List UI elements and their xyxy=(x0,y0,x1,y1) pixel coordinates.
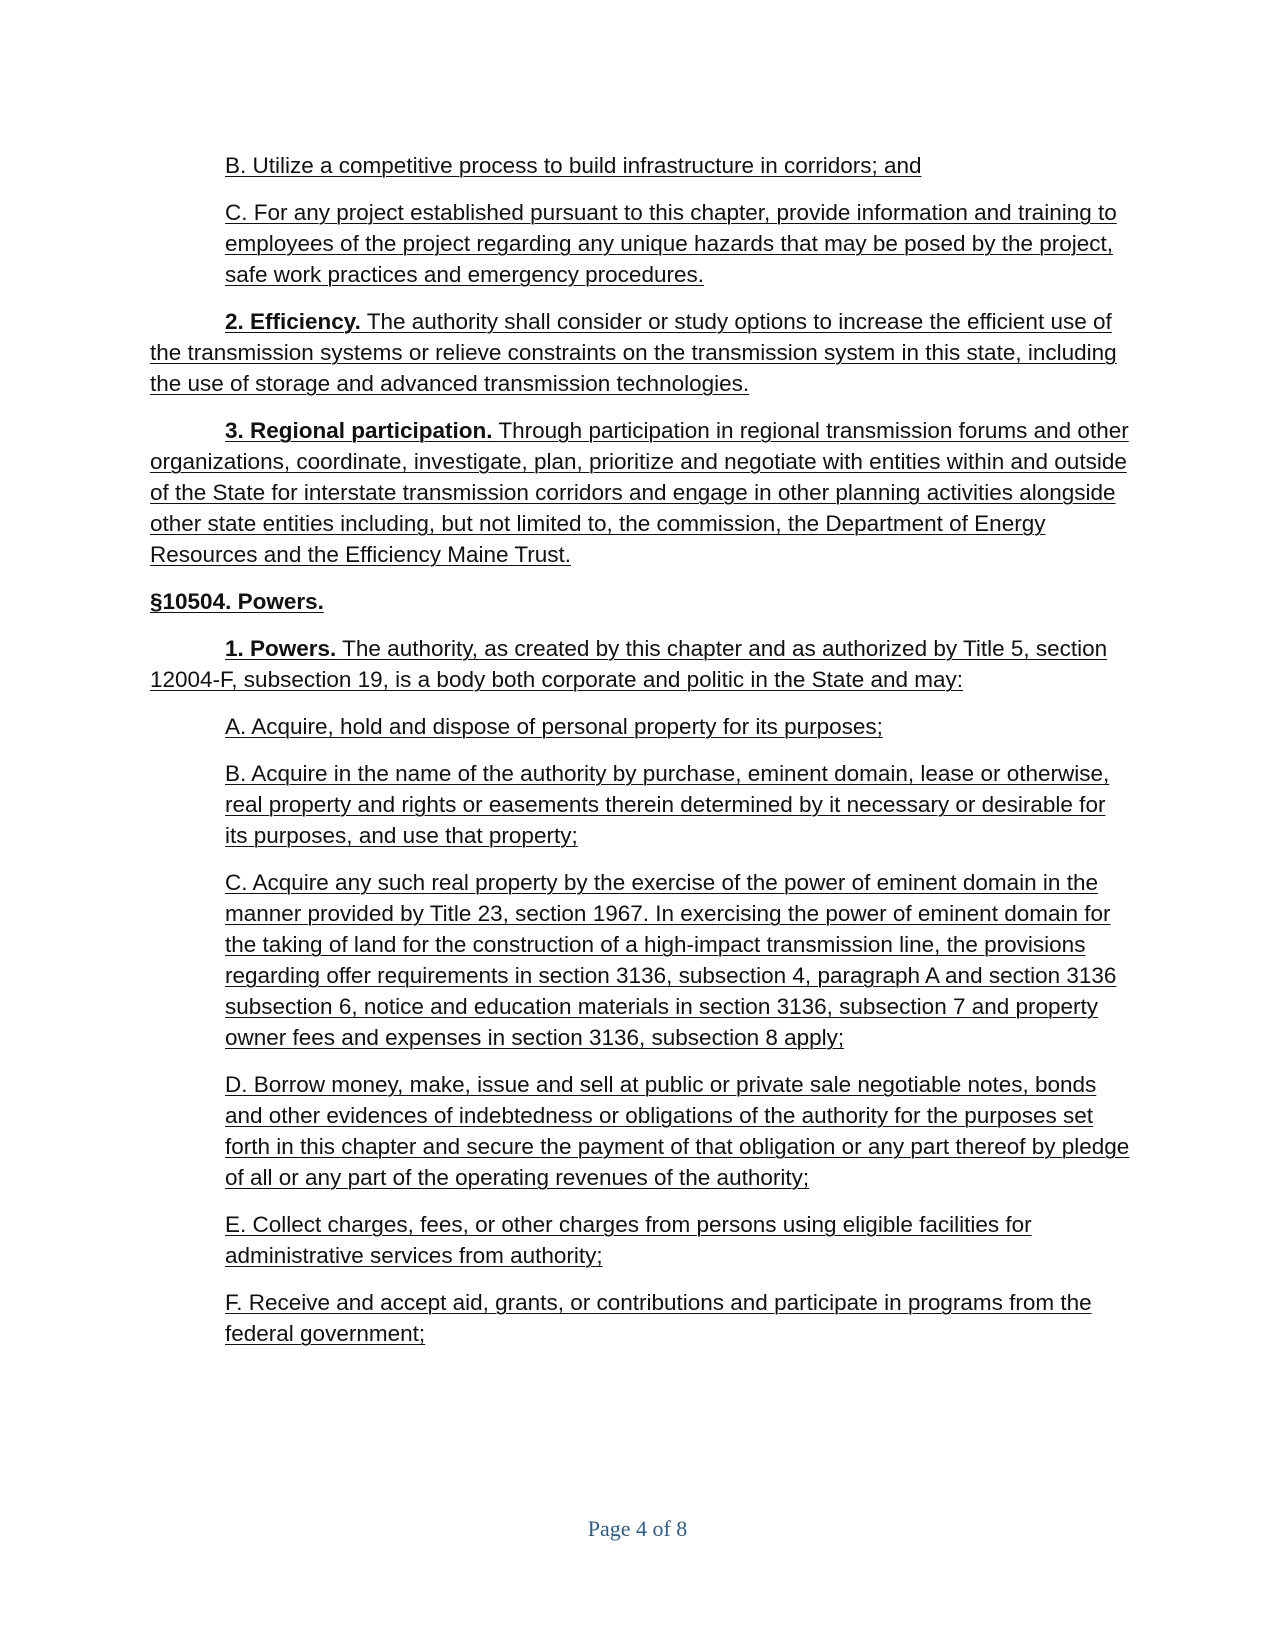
list-item-f-receive-aid: F. Receive and accept aid, grants, or contributions and participate in programs from the federal government; xyxy=(225,1290,1092,1346)
section-heading-powers: §10504. Powers. xyxy=(150,589,324,614)
list-item-b-utilize: B. Utilize a competitive process to build infrastructure in corridors; and xyxy=(225,153,922,178)
efficiency-heading: 2. Efficiency. xyxy=(225,309,361,334)
regional-text: Through participation in regional transmission forums and other organizations, coordinate, investigate, plan, prioritize and negotiate with entities within and outside of the State for interstate transmission corridors and engage in other planning activities alongside other state entities including, but not limited to, the commission, the Department of Energy Resources and the Efficiency Maine Trust. xyxy=(150,418,1129,567)
list-item-e-collect-charges: E. Collect charges, fees, or other charges from persons using eligible facilities for administrative services from authority; xyxy=(225,1212,1032,1268)
list-item-a-personal-property: A. Acquire, hold and dispose of personal property for its purposes; xyxy=(225,714,883,739)
list-item-c-eminent-domain: C. Acquire any such real property by the exercise of the power of eminent domain in the manner provided by Title 23, section 1967. In exercising the power of eminent domain for the taking of land for the construction of a high-impact transmission line, the provisions regarding offer requirements in section 3136, subsection 4, paragraph A and section 3136 subsection 6, notice and education materials in section 3136, subsection 7 and property owner fees and expenses in section 3136, subsection 8 apply; xyxy=(225,870,1117,1050)
list-item-c-training: C. For any project established pursuant to this chapter, provide information and training to employees of the project regarding any unique hazards that may be posed by the project, safe work practices and emergency procedures. xyxy=(225,200,1117,287)
efficiency-text: The authority shall consider or study options to increase the efficient use of the transmission systems or relieve constraints on the transmission system in this state, including the use of storage and advanced transmission technologies. xyxy=(150,309,1117,396)
page-number-footer: Page 4 of 8 xyxy=(587,1516,688,1541)
paragraph-efficiency xyxy=(150,306,1130,399)
powers-text: The authority, as created by this chapter and as authorized by Title 5, section 12004-F, subsection 19, is a body both corporate and politic in the State and may: xyxy=(150,636,1108,692)
paragraph-powers xyxy=(150,633,1130,695)
regional-heading: 3. Regional participation. xyxy=(225,418,493,443)
paragraph-regional-participation xyxy=(150,415,1130,570)
list-item-d-borrow-money: D. Borrow money, make, issue and sell at public or private sale negotiable notes, bonds and other evidences of indebtedness or obligations of the authority for the purposes set forth in this chapter and secure the payment of that obligation or any part thereof by pledge of all or any part of the operating revenues of the authority; xyxy=(225,1072,1130,1190)
list-item-b-real-property: B. Acquire in the name of the authority by purchase, eminent domain, lease or otherwise, real property and rights or easements therein determined by it necessary or desirable for its purposes, and use that property; xyxy=(225,761,1110,848)
powers-heading: 1. Powers. xyxy=(225,636,337,661)
document-body xyxy=(150,150,1130,1365)
